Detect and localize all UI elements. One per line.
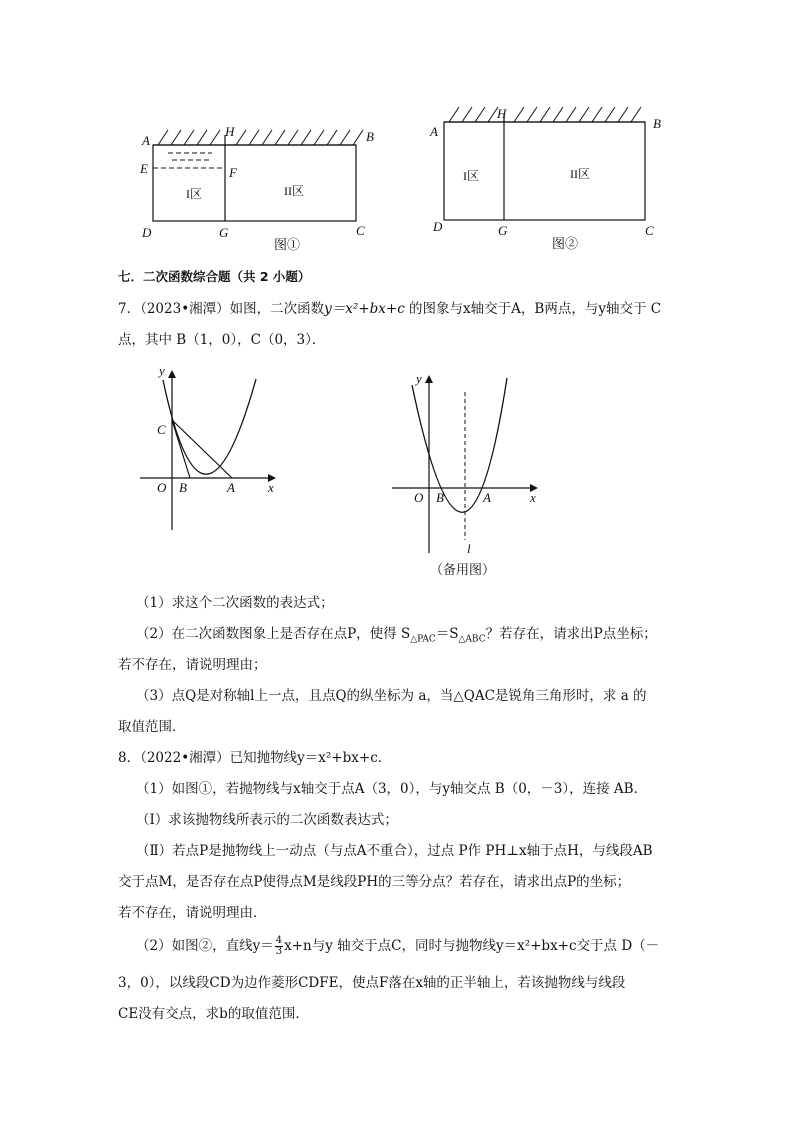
q7g1-label-c: C (157, 422, 166, 437)
fig2-label-a: A (430, 124, 438, 139)
q8-part-2-cont-1: 3，0），以线段CD为边作菱形CDFE，使点F落在x轴的正半轴上，若该抛物线与线段 (118, 975, 626, 991)
q7g1-y-arrow (168, 370, 176, 378)
fig2-caption: 图② (552, 236, 579, 251)
q7-line-2: 点，其中 B（1，0），C（0，3）． (118, 332, 326, 348)
q7g1-label-o: O (157, 480, 167, 495)
q8-part-2-cont-2: CE没有交点，求b的取值范围． (118, 1006, 309, 1022)
q7g1-label-x: x (268, 480, 274, 495)
q7g2-label-l: l (467, 541, 471, 556)
q7-part-3-cont: 取值范围． (118, 719, 186, 735)
q7g2-label-y: y (416, 371, 422, 386)
q7-part-3: （3）点Q是对称轴l上一点，且点Q的纵坐标为 a，当△QAC是锐角三角形时，求 a 的 (136, 688, 647, 704)
q8-part-1-ii-cont-1: 交于点M，是否存在点P使得点M是线段PH的三等分点？若存在，请求出点P的坐标； (118, 874, 631, 890)
fig1-caption: 图① (274, 237, 301, 252)
q7g2-caption: （备用图） (430, 562, 496, 577)
q7g1-label-a: A (227, 480, 235, 495)
q7g1-label-y: y (159, 363, 165, 378)
fig1-label-c: C (356, 223, 365, 238)
fig1-label-g: G (219, 225, 229, 240)
q8-part-1: （1）如图①，若抛物线与x轴交于点A（3，0），与y轴交点 B（0，－3），连接 AB． (136, 781, 648, 797)
fig2-label-c: C (645, 223, 654, 238)
q7g2-label-o: O (414, 490, 424, 505)
section-heading: 七．二次函数综合题（共 2 小题） (118, 269, 311, 284)
q7g2-label-a: A (483, 490, 491, 505)
fig2-label-b: B (653, 116, 661, 131)
q8-line-1: 8．（2022•湘潭）已知抛物线y＝x²+bx+c． (118, 750, 392, 766)
q7g2-parabola (412, 378, 507, 512)
q7g1-label-b: B (179, 480, 187, 495)
fig2-label-d: D (433, 219, 443, 234)
q7-part-2-cont: 若不存在，请说明理由； (118, 657, 267, 673)
fig1-label-a: A (142, 133, 150, 148)
q8-part-1-ii: （Ⅱ）若点P是抛物线上一动点（与点A不重合），过点 P作 PH⊥x轴于点H，与线段AB (136, 843, 653, 859)
fig1-label-h: H (225, 124, 235, 139)
fig1-label-b: B (366, 129, 374, 144)
q7-part-1: （1）求这个二次函数的表达式； (136, 595, 334, 611)
q8-part-1-i: （Ⅰ）求该抛物线所表示的二次函数表达式； (136, 812, 398, 828)
fig2-zone-2: II区 (570, 167, 590, 181)
fig2-label-g: G (498, 223, 508, 238)
fig1-label-e: E (140, 161, 148, 176)
fig1-zone-1: I区 (186, 187, 202, 201)
fraction-4-3: $\frac{4}{3}$ (275, 935, 283, 957)
q8-part-2: （2）如图②，直线y＝ $\frac{4}{3}$ x+n与y 轴交于点C，同时与抛物线y＝x²+bx+c交于点 D（－ (136, 935, 660, 957)
fig2-label-h: H (497, 106, 507, 121)
fig2-zone-1: I区 (463, 169, 479, 183)
q7-part-2: （2）在二次函数图象上是否存在点P，使得 $S_{\triangle PAC}=S_{\triangle ABC}$？若存在，请求出P点坐标； (136, 626, 657, 645)
fig1-zone-2: II区 (284, 184, 304, 198)
q7g2-label-x: x (530, 490, 536, 505)
q7g1-parabola (163, 379, 256, 474)
q7g2-label-b: B (436, 490, 444, 505)
q7g2-y-arrow (425, 375, 433, 383)
fig1-label-d: D (142, 225, 152, 240)
q8-part-1-ii-cont-2: 若不存在，请说明理由． (118, 905, 267, 921)
q7-line-1: 7．（2023•湘潭）如图，二次函数y＝x²+bx+c 的图象与x轴交于A，B两点，与y轴交于 C (118, 301, 662, 317)
fig1-label-f: F (229, 165, 237, 180)
